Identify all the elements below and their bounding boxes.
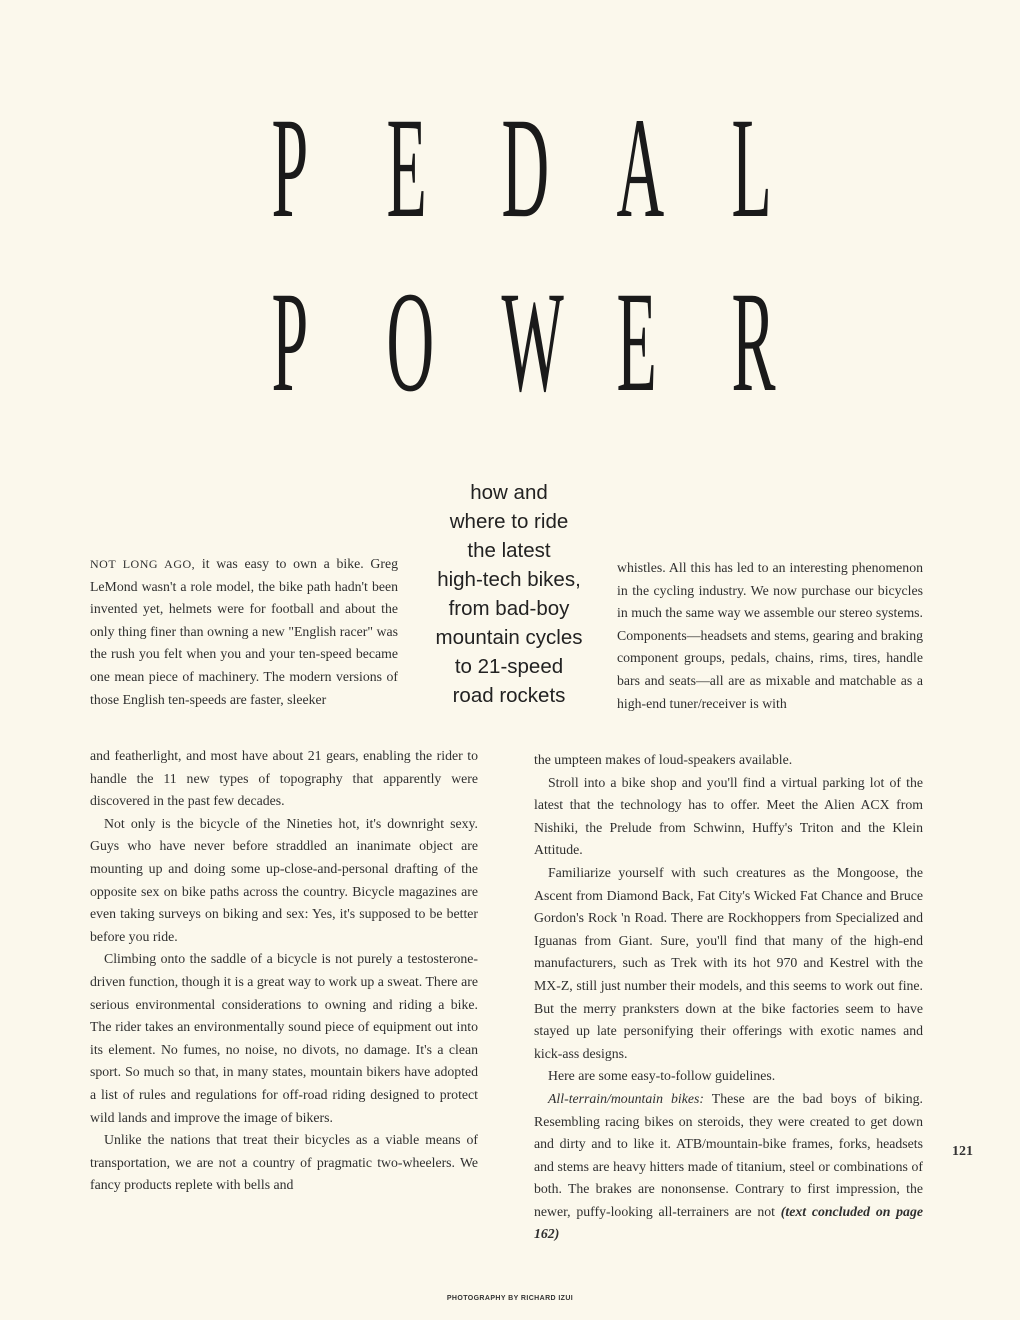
body-text: These are the bad boys of biking. Resembling racing bikes on steroids, they were created to get down and dirty and to like it. ATB/mountain-bike frames, forks, headsets and stems are heavy hitters made of titanium, steel or combinations of both. The brakes are nononsense. Contrary to first impression, the newer, puffy-looking all-terrainers are not xyxy=(534,1090,923,1219)
deck-subtitle xyxy=(424,478,594,710)
title-letter: R xyxy=(731,261,776,422)
page-number: 121 xyxy=(952,1144,973,1159)
right-column-bottom xyxy=(534,749,923,1246)
body-paragraph xyxy=(90,553,398,711)
continuation-note: (text concluded on page 162) xyxy=(534,1203,923,1242)
photo-credit: PHOTOGRAPHY BY RICHARD IZUI xyxy=(446,1295,574,1302)
opening-small-caps: NOT LONG AGO, xyxy=(90,557,196,571)
left-column-top xyxy=(90,553,398,711)
title-letter: O xyxy=(386,261,435,422)
body-paragraph: Stroll into a bike shop and you'll find a virtual parking lot of the latest that the technology has to offer. Meet the Alien ACX from Nishiki, the Prelude from Schwinn, Huffy's Triton and the Klein Attitude. xyxy=(534,774,923,858)
deck-line: from bad-boy xyxy=(448,597,570,620)
title-letter: P xyxy=(271,261,309,422)
title-letter: L xyxy=(731,87,772,248)
deck-line: to 21-speed xyxy=(454,655,564,678)
title-letter: W xyxy=(501,261,564,422)
deck-line: how and xyxy=(470,481,548,504)
title-letter: D xyxy=(501,87,550,248)
title-letter: E xyxy=(616,261,657,422)
section-lead-in: All-terrain/mountain bikes: xyxy=(548,1090,704,1106)
deck-line: high-tech bikes, xyxy=(437,568,581,591)
deck-line: road rockets xyxy=(452,684,566,707)
body-paragraph: Not only is the bicycle of the Nineties hot, it's downright sexy. Guys who have never before straddled an inanimate object are mounting up and doing some up-close-and-personal drafting of the opposite sex on bike paths across the country. Bicycle magazines are even taking surveys on biking and sex: Yes, it's supposed to be better before you ride. xyxy=(90,815,478,944)
body-paragraph: Here are some easy-to-follow guidelines. xyxy=(548,1068,776,1084)
title-pedal xyxy=(258,87,778,248)
title-letter: P xyxy=(271,87,309,248)
body-paragraph: the umpteen makes of loud-speakers available. xyxy=(534,752,793,767)
deck-line: where to ride xyxy=(449,510,569,533)
right-column-top xyxy=(617,557,923,715)
body-paragraph: whistles. All this has led to an interesting phenomenon in the cycling industry. We now purchase our bicycles in much the same way we assemble our stereo systems. Components—headsets and stems, gearing and braking component groups, pedals, chains, rims, tires, handle bars and seats—all are as mixable and matchable as a high-end tuner/receiver is with xyxy=(617,560,923,711)
body-paragraph xyxy=(534,1088,923,1246)
deck-line: the latest xyxy=(467,539,551,562)
body-text: it was easy to own a bike. Greg LeMond wasn't a role model, the bike path hadn't been invented yet, helmets were for football and about the only thing finer than owning a new "English racer" was the rush you felt when you and your ten-speed became one mean piece of machinery. The modern versions of those English ten-speeds are faster, sleeker xyxy=(90,556,399,707)
body-paragraph: and featherlight, and most have about 21 gears, enabling the rider to handle the 11 new types of topography that apparently were discovered in the past few decades. xyxy=(90,748,478,809)
title-letter: A xyxy=(616,87,665,248)
body-paragraph: Climbing onto the saddle of a bicycle is not purely a testosterone-driven function, though it is a great way to work up a sweat. There are serious environmental considerations to owning and riding a bike. The rider takes an environmentally sound piece of equipment out into its element. No fumes, no noise, no divots, no damage. It's a clean sport. So much so that, in many states, mountain bikers have adopted a list of rules and regulations for off-road riding designed to protect wild lands and improve the image of bikers. xyxy=(90,951,478,1125)
body-paragraph: Familiarize yourself with such creatures as the Mongoose, the Ascent from Diamond Back, Fat City's Wicked Fat Chance and Bruce Gordon's Rock 'n Road. There are Rockhoppers from Specialized and Iguanas from Giant. Sure, you'll find that many of the high-end manufacturers, such as Trek with its hot 970 and Kestrel with the MX-Z, still just number their models, and this seems to work out fine. But the merry pranksters down at the bike factories seem to have stayed up late personifying their offerings with exotic names and kick-ass designs. xyxy=(534,864,923,1061)
title-power xyxy=(258,261,778,422)
body-paragraph: Unlike the nations that treat their bicycles as a viable means of transportation, we are not a country of pragmatic two-wheelers. We fancy products replete with bells and xyxy=(90,1132,478,1193)
title-letter: E xyxy=(386,87,427,248)
deck-line: mountain cycles xyxy=(435,626,583,649)
left-column-bottom xyxy=(90,745,478,1197)
